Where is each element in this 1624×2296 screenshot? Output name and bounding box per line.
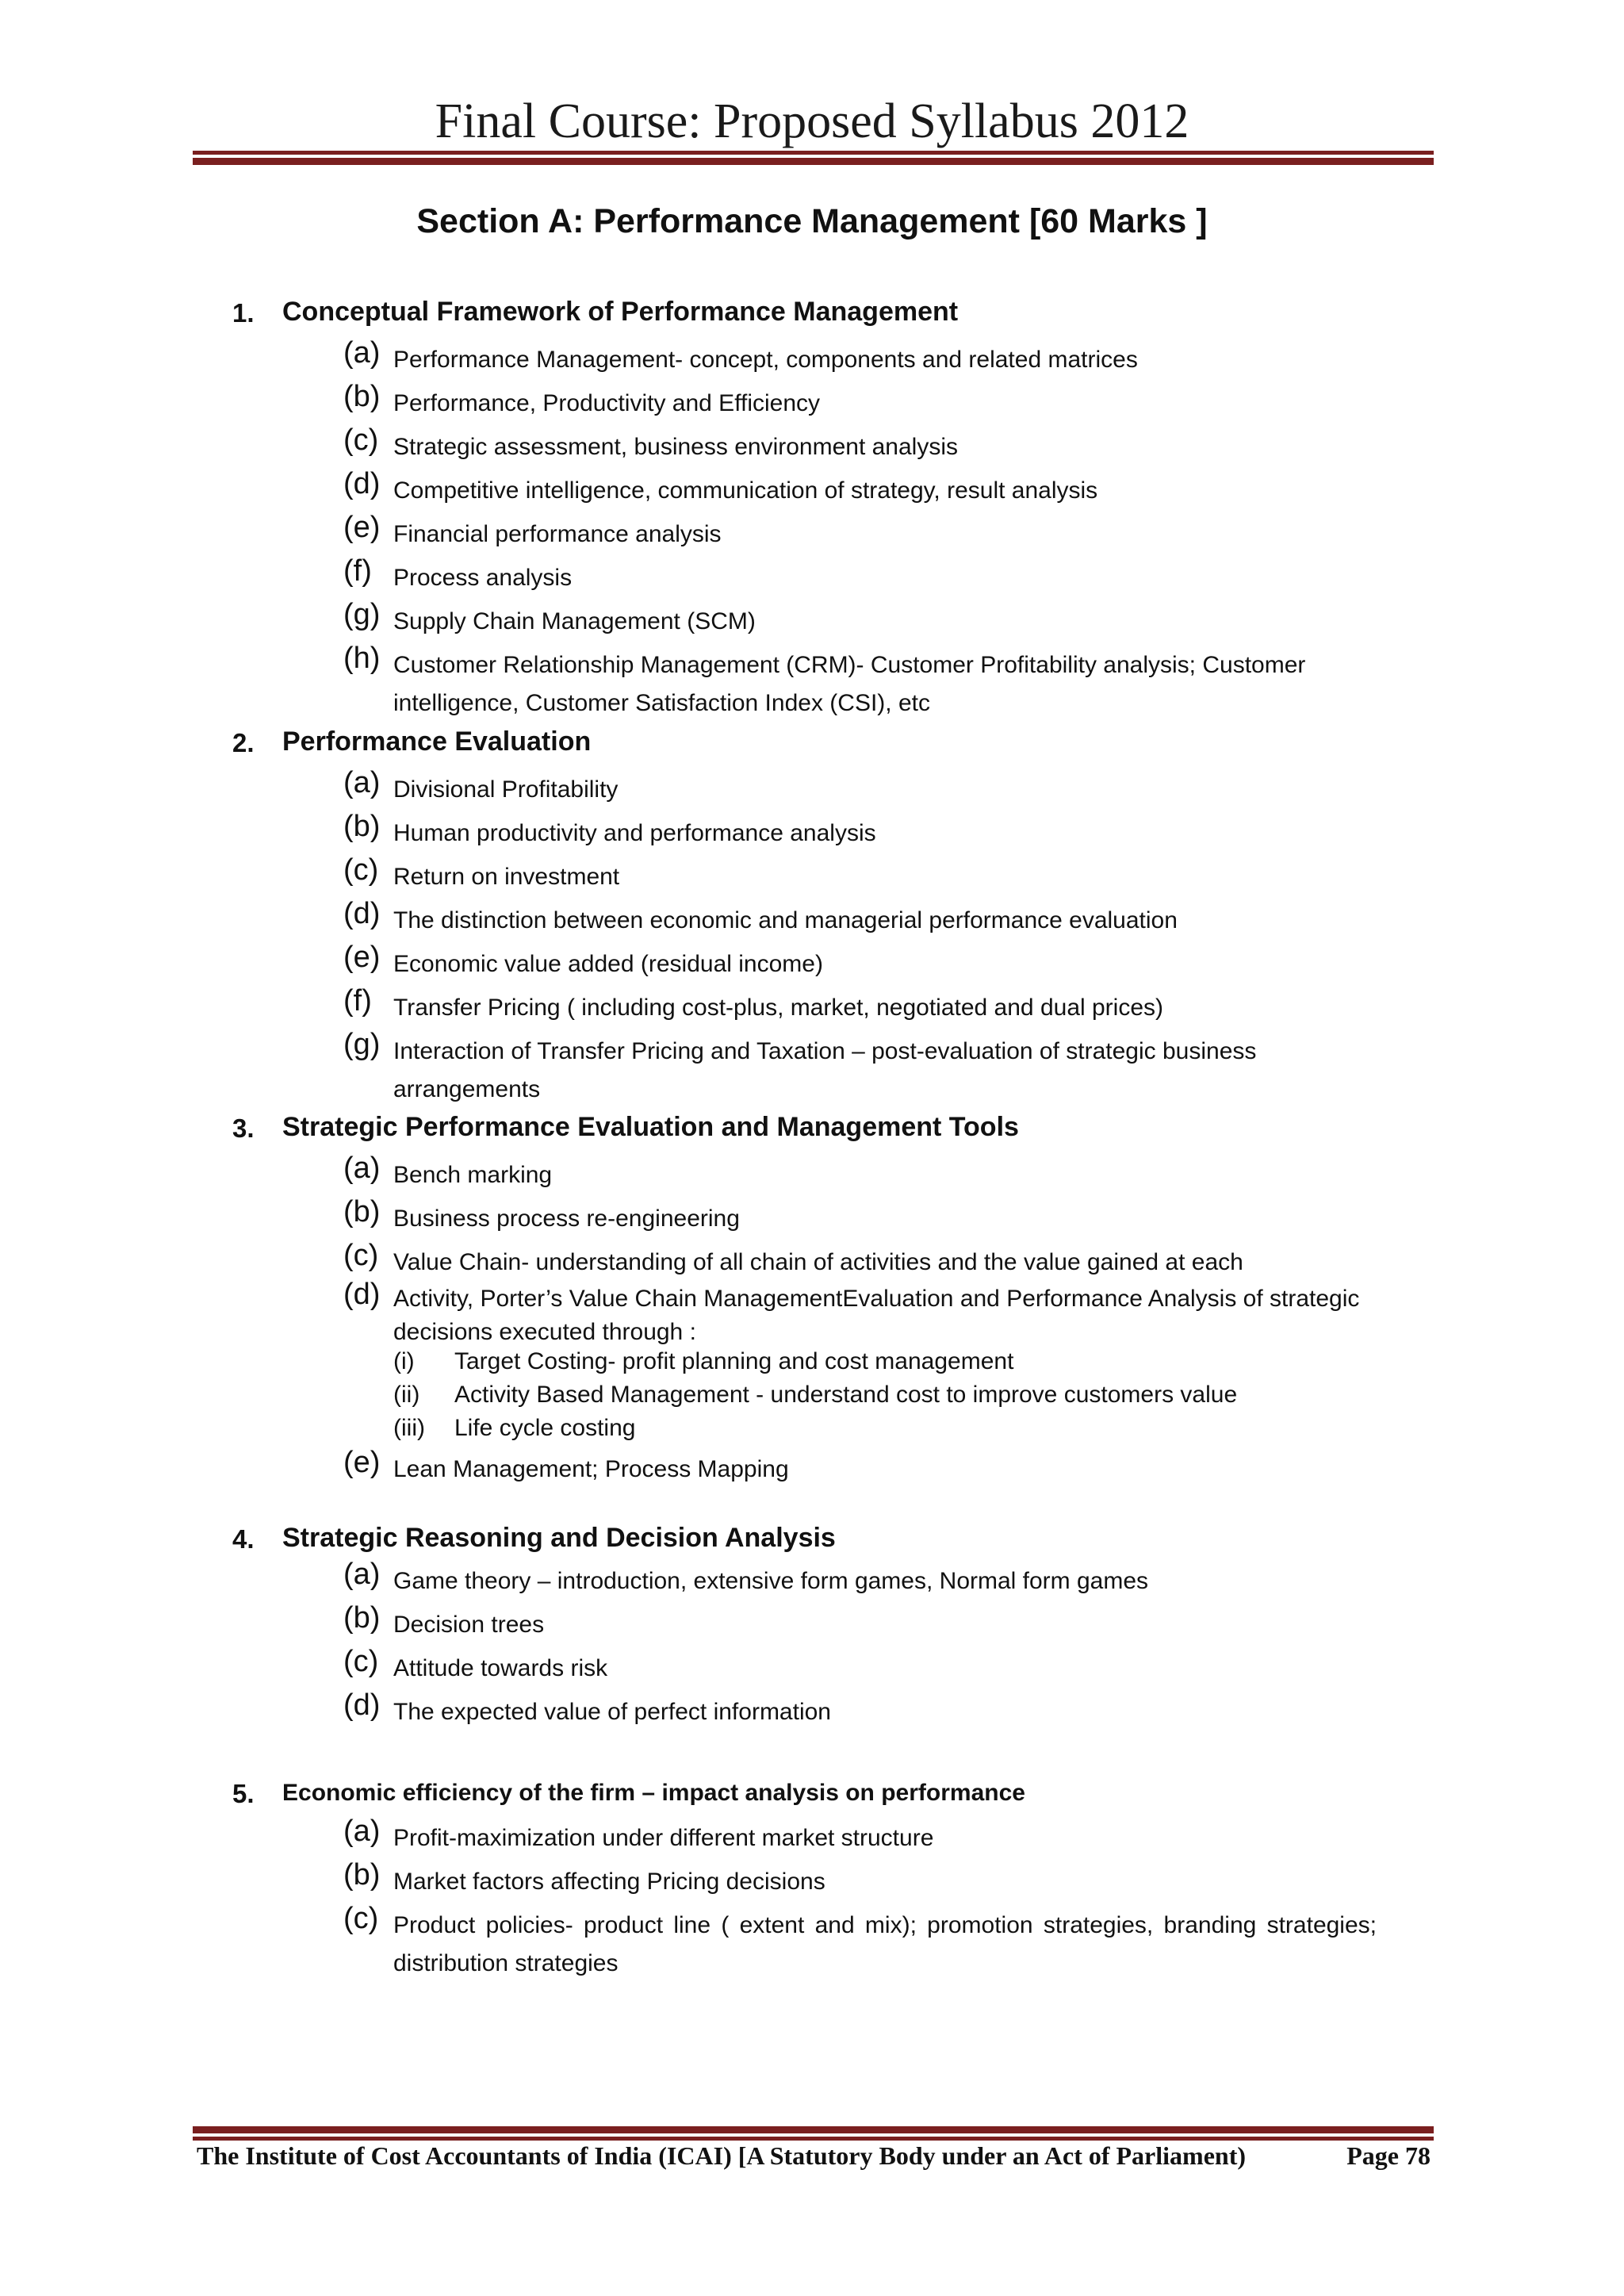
item-letter: (c)	[343, 1902, 379, 1935]
item-text: Activity, Porter’s Value Chain ManagementEvaluation and Performance Analysis of strategic decisions executed through :	[393, 1286, 1360, 1345]
item-letter: (c)	[343, 853, 379, 887]
topic-title: Strategic Performance Evaluation and Management Tools	[282, 1112, 1019, 1142]
item-letter: (e)	[343, 511, 381, 544]
topic-number: 5.	[232, 1779, 255, 1808]
item-text: Performance Management- concept, components and related matrices	[393, 347, 1138, 373]
item-text: The distinction between economic and managerial performance evaluation	[393, 907, 1178, 933]
item-text: Bench marking	[393, 1162, 553, 1188]
item-text: Return on investment	[393, 864, 620, 890]
item-letter: (b)	[343, 1195, 381, 1228]
item-letter: (f)	[343, 554, 372, 588]
item-letter: (d)	[343, 467, 381, 500]
sub-item-numeral: (iii)	[393, 1415, 425, 1441]
topic-number: 4.	[232, 1524, 255, 1554]
topic-number: 3.	[232, 1114, 255, 1143]
topic-number: 1.	[232, 298, 255, 328]
item-text: Decision trees	[393, 1612, 545, 1638]
item-letter: (a)	[343, 766, 381, 799]
sub-item-numeral: (i)	[393, 1348, 415, 1374]
item-letter: (b)	[343, 1858, 381, 1892]
item-letter: (c)	[343, 424, 379, 457]
page-number: Page 78	[1346, 2141, 1431, 2170]
item-letter: (h)	[343, 642, 381, 675]
section-title: Section A: Performance Management [60 Marks ]	[416, 202, 1208, 240]
item-letter: (a)	[343, 336, 381, 370]
item-letter: (c)	[343, 1645, 379, 1678]
topic-title: Economic efficiency of the firm – impact analysis on performance	[282, 1780, 1025, 1806]
item-letter: (d)	[343, 1688, 381, 1722]
item-text: Process analysis	[393, 565, 573, 591]
item-text: The expected value of perfect information	[393, 1699, 831, 1725]
item-text: Market factors affecting Pricing decisions	[393, 1869, 825, 1895]
sub-item-text: Life cycle costing	[454, 1415, 636, 1441]
item-text: Financial performance analysis	[393, 521, 722, 547]
item-text: Attitude towards risk	[393, 1655, 608, 1681]
item-letter: (g)	[343, 1028, 381, 1061]
item-letter: (b)	[343, 810, 381, 843]
item-text: Supply Chain Management (SCM)	[393, 608, 756, 634]
item-letter: (c)	[343, 1239, 379, 1272]
sub-item-text: Target Costing- profit planning and cost management	[454, 1348, 1014, 1374]
sub-item-numeral: (ii)	[393, 1382, 420, 1408]
item-text: Performance, Productivity and Efficiency	[393, 390, 821, 416]
topic-number: 2.	[232, 728, 255, 757]
topic-title: Conceptual Framework of Performance Management	[282, 297, 959, 327]
item-letter: (d)	[343, 897, 381, 930]
footer-rule	[193, 2126, 1434, 2141]
item-text: Competitive intelligence, communication of strategy, result analysis	[393, 477, 1098, 504]
item-text: Game theory – introduction, extensive form games, Normal form games	[393, 1568, 1149, 1594]
item-text: Profit-maximization under different market structure	[393, 1825, 934, 1851]
item-letter: (b)	[343, 1601, 381, 1635]
item-text: Divisional Profitability	[393, 776, 619, 803]
header-rule	[193, 151, 1434, 165]
item-letter: (a)	[343, 1558, 381, 1591]
item-text: Human productivity and performance analysis	[393, 820, 876, 846]
item-letter: (f)	[343, 984, 372, 1018]
item-text: Transfer Pricing ( including cost-plus, market, negotiated and dual prices)	[393, 995, 1164, 1021]
item-text: Interaction of Transfer Pricing and Taxation – post-evaluation of strategic business arrangements	[393, 1038, 1257, 1102]
item-text: Customer Relationship Management (CRM)- Customer Profitability analysis; Customer intelligence, Customer Satisfaction Index (CSI), etc	[393, 652, 1306, 716]
footer-organization: The Institute of Cost Accountants of India (ICAI) [A Statutory Body under an Act of Parliament)	[197, 2141, 1246, 2170]
item-text: Product policies- product line ( extent and mix); promotion strategies, branding strategies; distribution strategies	[393, 1912, 1377, 1976]
item-letter: (a)	[343, 1815, 381, 1848]
item-text: Lean Management; Process Mapping	[393, 1456, 789, 1482]
topic-title: Strategic Reasoning and Decision Analysis	[282, 1523, 836, 1553]
item-letter: (b)	[343, 380, 381, 413]
item-text: Economic value added (residual income)	[393, 951, 823, 977]
item-text: Value Chain- understanding of all chain of activities and the value gained at each	[393, 1249, 1243, 1275]
page-header-title: Final Course: Proposed Syllabus 2012	[435, 94, 1189, 148]
item-text: Business process re-engineering	[393, 1205, 740, 1232]
item-letter: (g)	[343, 598, 381, 631]
item-letter: (a)	[343, 1152, 381, 1185]
topic-title: Performance Evaluation	[282, 726, 592, 757]
item-letter: (d)	[343, 1278, 381, 1311]
item-text: Strategic assessment, business environment analysis	[393, 434, 959, 460]
sub-item-text: Activity Based Management - understand cost to improve customers value	[454, 1382, 1238, 1408]
item-letter: (e)	[343, 1446, 381, 1479]
item-letter: (e)	[343, 941, 381, 974]
